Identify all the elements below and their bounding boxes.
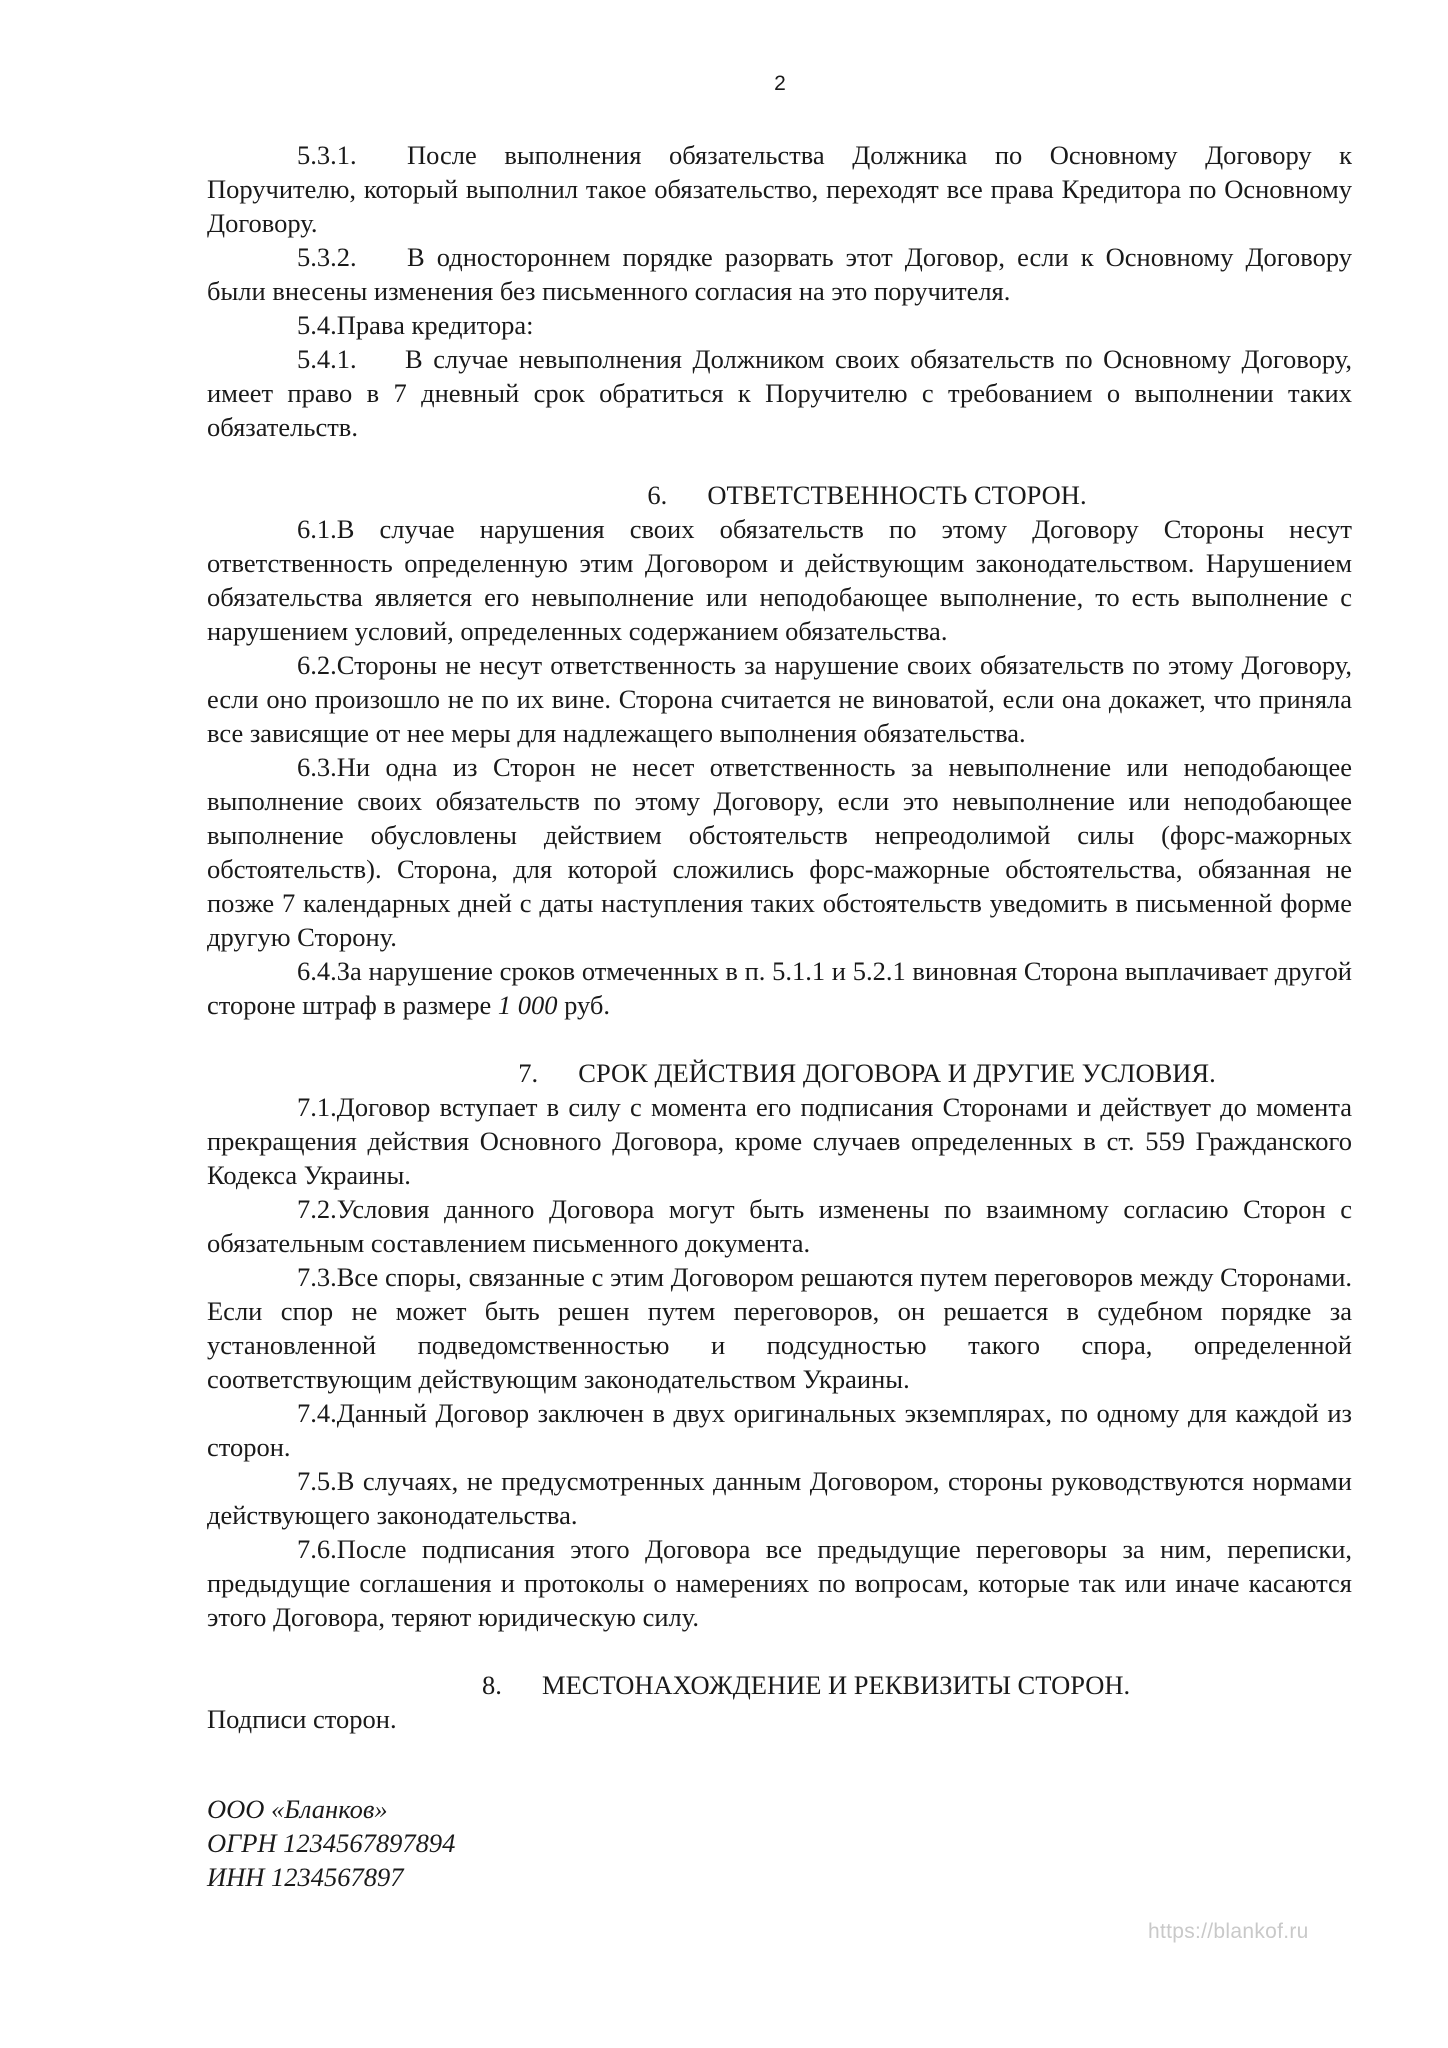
section-title: МЕСТОНАХОЖДЕНИЕ И РЕКВИЗИТЫ СТОРОН. xyxy=(542,1670,1131,1700)
clause-7-4: 7.4.Данный Договор заключен в двух оригинальных экземплярах, по одному для каждой из сторон. xyxy=(207,1398,1352,1462)
section-number: 7. xyxy=(518,1058,539,1088)
clause-text: В случае невыполнения Должником своих обязательств по Основному Договору, имеет право в 7 дневный срок обратиться к Поручителю с требованием о выполнении таких обязательств. xyxy=(207,344,1352,442)
clause-6-3: 6.3.Ни одна из Сторон не несет ответственность за невыполнение или неподобающее выполнение своих обязательств по этому Договору, если это невыполнение или неподобающее выполнение обусловлены действием обстоятельств непреодолимой силы (форс-мажорных обстоятельств). Сторона, для которой сложились форс-мажорные обстоятельства, обязанная не позже 7 календарных дней с даты наступления таких обстоятельств уведомить в письменной форме другую Сторону. xyxy=(207,752,1352,952)
signatures-label: Подписи сторон. xyxy=(207,1704,397,1734)
page-number: 2 xyxy=(774,72,786,95)
clause-5-3-2 xyxy=(207,240,1352,308)
clause-7-6: 7.6.После подписания этого Договора все предыдущие переговоры за ним, переписки, предыдущие соглашения и протоколы о намерениях по вопросам, которые так или иначе касаются этого Договора, теряют юридическую силу. xyxy=(207,1534,1352,1632)
clause-5-4: 5.4.Права кредитора: xyxy=(297,310,534,340)
company-requisites xyxy=(207,1792,1352,1894)
section-number: 6. xyxy=(647,480,668,510)
clause-7-1: 7.1.Договор вступает в силу с момента его подписания Сторонами и действует до момента прекращения действия Основного Договора, кроме случаев определенных в ст. 559 Гражданского Кодекса Украины. xyxy=(207,1092,1352,1190)
clause-text-end: руб. xyxy=(557,990,611,1020)
company-inn: ИНН 1234567897 xyxy=(207,1862,404,1892)
clause-text: После выполнения обязательства Должника по Основному Договору к Поручителю, который выполнил такое обязательство, переходят все права Кредитора по Основному Договору. xyxy=(207,140,1352,238)
clause-7-2: 7.2.Условия данного Договора могут быть изменены по взаимному согласию Сторон с обязательным составлением письменного документа. xyxy=(207,1194,1352,1258)
clause-5-4-1 xyxy=(207,342,1352,444)
clause-7-5: 7.5.В случаях, не предусмотренных данным Договором, стороны руководствуются нормами действующего законодательства. xyxy=(207,1466,1352,1530)
section-7-heading xyxy=(207,1056,1352,1090)
section-8-heading xyxy=(207,1668,1352,1702)
clause-text: В одностороннем порядке разорвать этот Договор, если к Основному Договору были внесены изменения без письменного согласия на это поручителя. xyxy=(207,242,1352,306)
clause-6-1: 6.1.В случае нарушения своих обязательств по этому Договору Стороны несут ответственность определенную этим Договором и действующим законодательством. Нарушением обязательства является его невыполнение или неподобающее выполнение, то есть выполнение с нарушением условий, определенных содержанием обязательства. xyxy=(207,514,1352,646)
clause-number: 5.3.2. xyxy=(297,242,357,272)
fine-amount: 1 000 xyxy=(497,990,558,1020)
document-body xyxy=(207,138,1352,1894)
section-title: ОТВЕТСТВЕННОСТЬ СТОРОН. xyxy=(707,480,1087,510)
clause-6-2: 6.2.Стороны не несут ответственность за нарушение своих обязательств по этому Договору, если оно произошло не по их вине. Сторона считается не виноватой, если она докажет, что приняла все зависящие от нее меры для надлежащего выполнения обязательства. xyxy=(207,650,1352,748)
clause-text: 6.4.За нарушение сроков отмеченных в п. 5.1.1 и 5.2.1 виновная Сторона выплачивает другой стороне штраф в размере xyxy=(207,956,1352,1020)
watermark-url: https://blankof.ru xyxy=(1148,1920,1309,1943)
clause-5-3-1 xyxy=(207,138,1352,240)
clause-7-3: 7.3.Все споры, связанные с этим Договором решаются путем переговоров между Сторонами. Если спор не может быть решен путем переговоров, он решается в судебном порядке за установленной подведомственностью и подсудностью такого спора, определенной соответствующим действующим законодательством Украины. xyxy=(207,1262,1352,1394)
section-title: СРОК ДЕЙСТВИЯ ДОГОВОРА И ДРУГИЕ УСЛОВИЯ. xyxy=(578,1058,1216,1088)
clause-number: 5.3.1. xyxy=(297,140,357,170)
section-number: 8. xyxy=(482,1670,502,1700)
company-name: ООО «Бланков» xyxy=(207,1794,388,1824)
section-6-heading xyxy=(207,478,1352,512)
company-ogrn: ОГРН 1234567897894 xyxy=(207,1828,456,1858)
clause-6-4 xyxy=(207,954,1352,1022)
clause-number: 5.4.1. xyxy=(297,344,357,374)
